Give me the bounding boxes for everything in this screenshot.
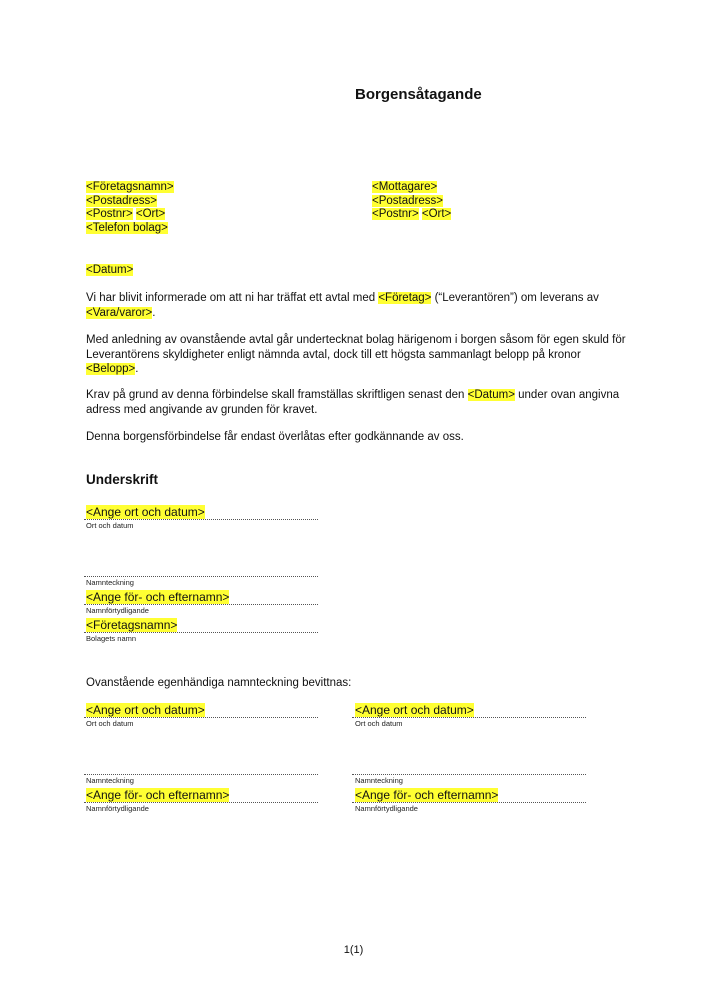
- sender-ort-field[interactable]: <Ort>: [135, 208, 166, 220]
- paragraph-1-text-middle: (“Leverantören”) om leverans av: [431, 292, 599, 304]
- witness-left-place-date-caption: Ort och datum: [86, 719, 134, 728]
- witness-left-name-field[interactable]: <Ange för- och efternamn>: [86, 788, 230, 802]
- deadline-date-field[interactable]: <Datum>: [467, 389, 515, 401]
- witness-right-name-caption: Namnförtydligande: [355, 804, 418, 813]
- witness-right-name-field[interactable]: <Ange för- och efternamn>: [355, 788, 499, 802]
- sender-phone-field[interactable]: <Telefon bolag>: [86, 221, 168, 234]
- amount-field[interactable]: <Belopp>: [86, 363, 136, 375]
- sender-address-block: [86, 181, 174, 235]
- signature-place-date-field[interactable]: <Ange ort och datum>: [86, 505, 205, 519]
- witness-right-sign-caption: Namnteckning: [355, 776, 403, 785]
- paragraph-3: [86, 388, 626, 417]
- recipient-address-block: [372, 181, 451, 222]
- witness-left-name-caption: Namnförtydligande: [86, 804, 149, 813]
- sender-postnr-field[interactable]: <Postnr>: [86, 208, 133, 220]
- witness-right-place-date-value: [355, 703, 474, 717]
- date-field[interactable]: <Datum>: [86, 264, 134, 276]
- signature-company-value: [86, 618, 177, 632]
- paragraph-2: [86, 333, 626, 377]
- witness-left-place-date-value: [86, 703, 205, 717]
- document-title: Borgensåtagande: [355, 86, 482, 103]
- recipient-address-field[interactable]: <Postadress>: [372, 194, 443, 207]
- paragraph-3-text: Krav på grund av denna förbindelse skall framställas skriftligen senast den: [86, 389, 468, 401]
- witness-right-name-line: [352, 802, 586, 803]
- signature-sign-line[interactable]: [84, 576, 318, 577]
- date-line: [86, 264, 133, 278]
- witness-right-place-date-caption: Ort och datum: [355, 719, 403, 728]
- paragraph-4: Denna borgensförbindelse får endast överlåtas efter godkännande av oss.: [86, 431, 464, 443]
- signature-company-caption: Bolagets namn: [86, 634, 137, 643]
- paragraph-2-end: .: [135, 363, 139, 375]
- signature-name-line: [84, 604, 318, 605]
- signature-name-value: [86, 590, 229, 604]
- signature-heading: Underskrift: [86, 472, 159, 487]
- witness-left-place-date-line: [84, 717, 318, 718]
- paragraph-1-end: .: [152, 306, 156, 319]
- witness-right-place-date-field[interactable]: <Ange ort och datum>: [355, 703, 474, 717]
- witness-left-place-date-field[interactable]: <Ange ort och datum>: [86, 703, 205, 717]
- witness-right-name-value: [355, 788, 498, 802]
- goods-field[interactable]: <Vara/varor>: [86, 306, 153, 319]
- paragraph-1-text: Vi har blivit informerade om att ni har träffat ett avtal med: [86, 292, 379, 304]
- signature-name-field[interactable]: <Ange för- och efternamn>: [86, 590, 230, 604]
- recipient-postnr-field[interactable]: <Postnr>: [372, 208, 419, 220]
- sender-company-field[interactable]: <Företagsnamn>: [86, 181, 174, 193]
- witness-left-sign-caption: Namnteckning: [86, 776, 134, 785]
- signature-name-caption: Namnförtydligande: [86, 606, 149, 615]
- paragraph-3-end: under ovan angivna adress med angivande av grunden för kravet.: [86, 389, 620, 416]
- page-number: 1(1): [343, 944, 364, 956]
- recipient-name-field[interactable]: <Mottagare>: [372, 181, 438, 193]
- sender-address-field[interactable]: <Postadress>: [86, 194, 157, 207]
- company-field[interactable]: <Företag>: [378, 292, 432, 304]
- signature-place-date-value: [86, 505, 205, 519]
- paragraph-1: [86, 291, 626, 320]
- witness-left-sign-line[interactable]: [84, 774, 318, 775]
- signature-place-date-line: [84, 519, 318, 520]
- witness-intro: Ovanstående egenhändiga namnteckning bevittnas:: [86, 677, 352, 689]
- witness-right-place-date-line: [352, 717, 586, 718]
- witness-left-name-value: [86, 788, 229, 802]
- signature-sign-caption: Namnteckning: [86, 578, 134, 587]
- signature-place-date-caption: Ort och datum: [86, 521, 134, 530]
- signature-company-line: [84, 632, 318, 633]
- recipient-ort-field[interactable]: <Ort>: [421, 208, 452, 220]
- witness-right-sign-line[interactable]: [352, 774, 586, 775]
- witness-left-name-line: [84, 802, 318, 803]
- signature-company-field[interactable]: <Företagsnamn>: [86, 618, 178, 632]
- paragraph-2-text: Med anledning av ovanstående avtal går undertecknat bolag härigenom i borgen såsom för egen skuld för Leverantörens skyldigheter enligt nämnda avtal, dock till ett högsta sammanlagt belopp på kronor: [86, 334, 626, 361]
